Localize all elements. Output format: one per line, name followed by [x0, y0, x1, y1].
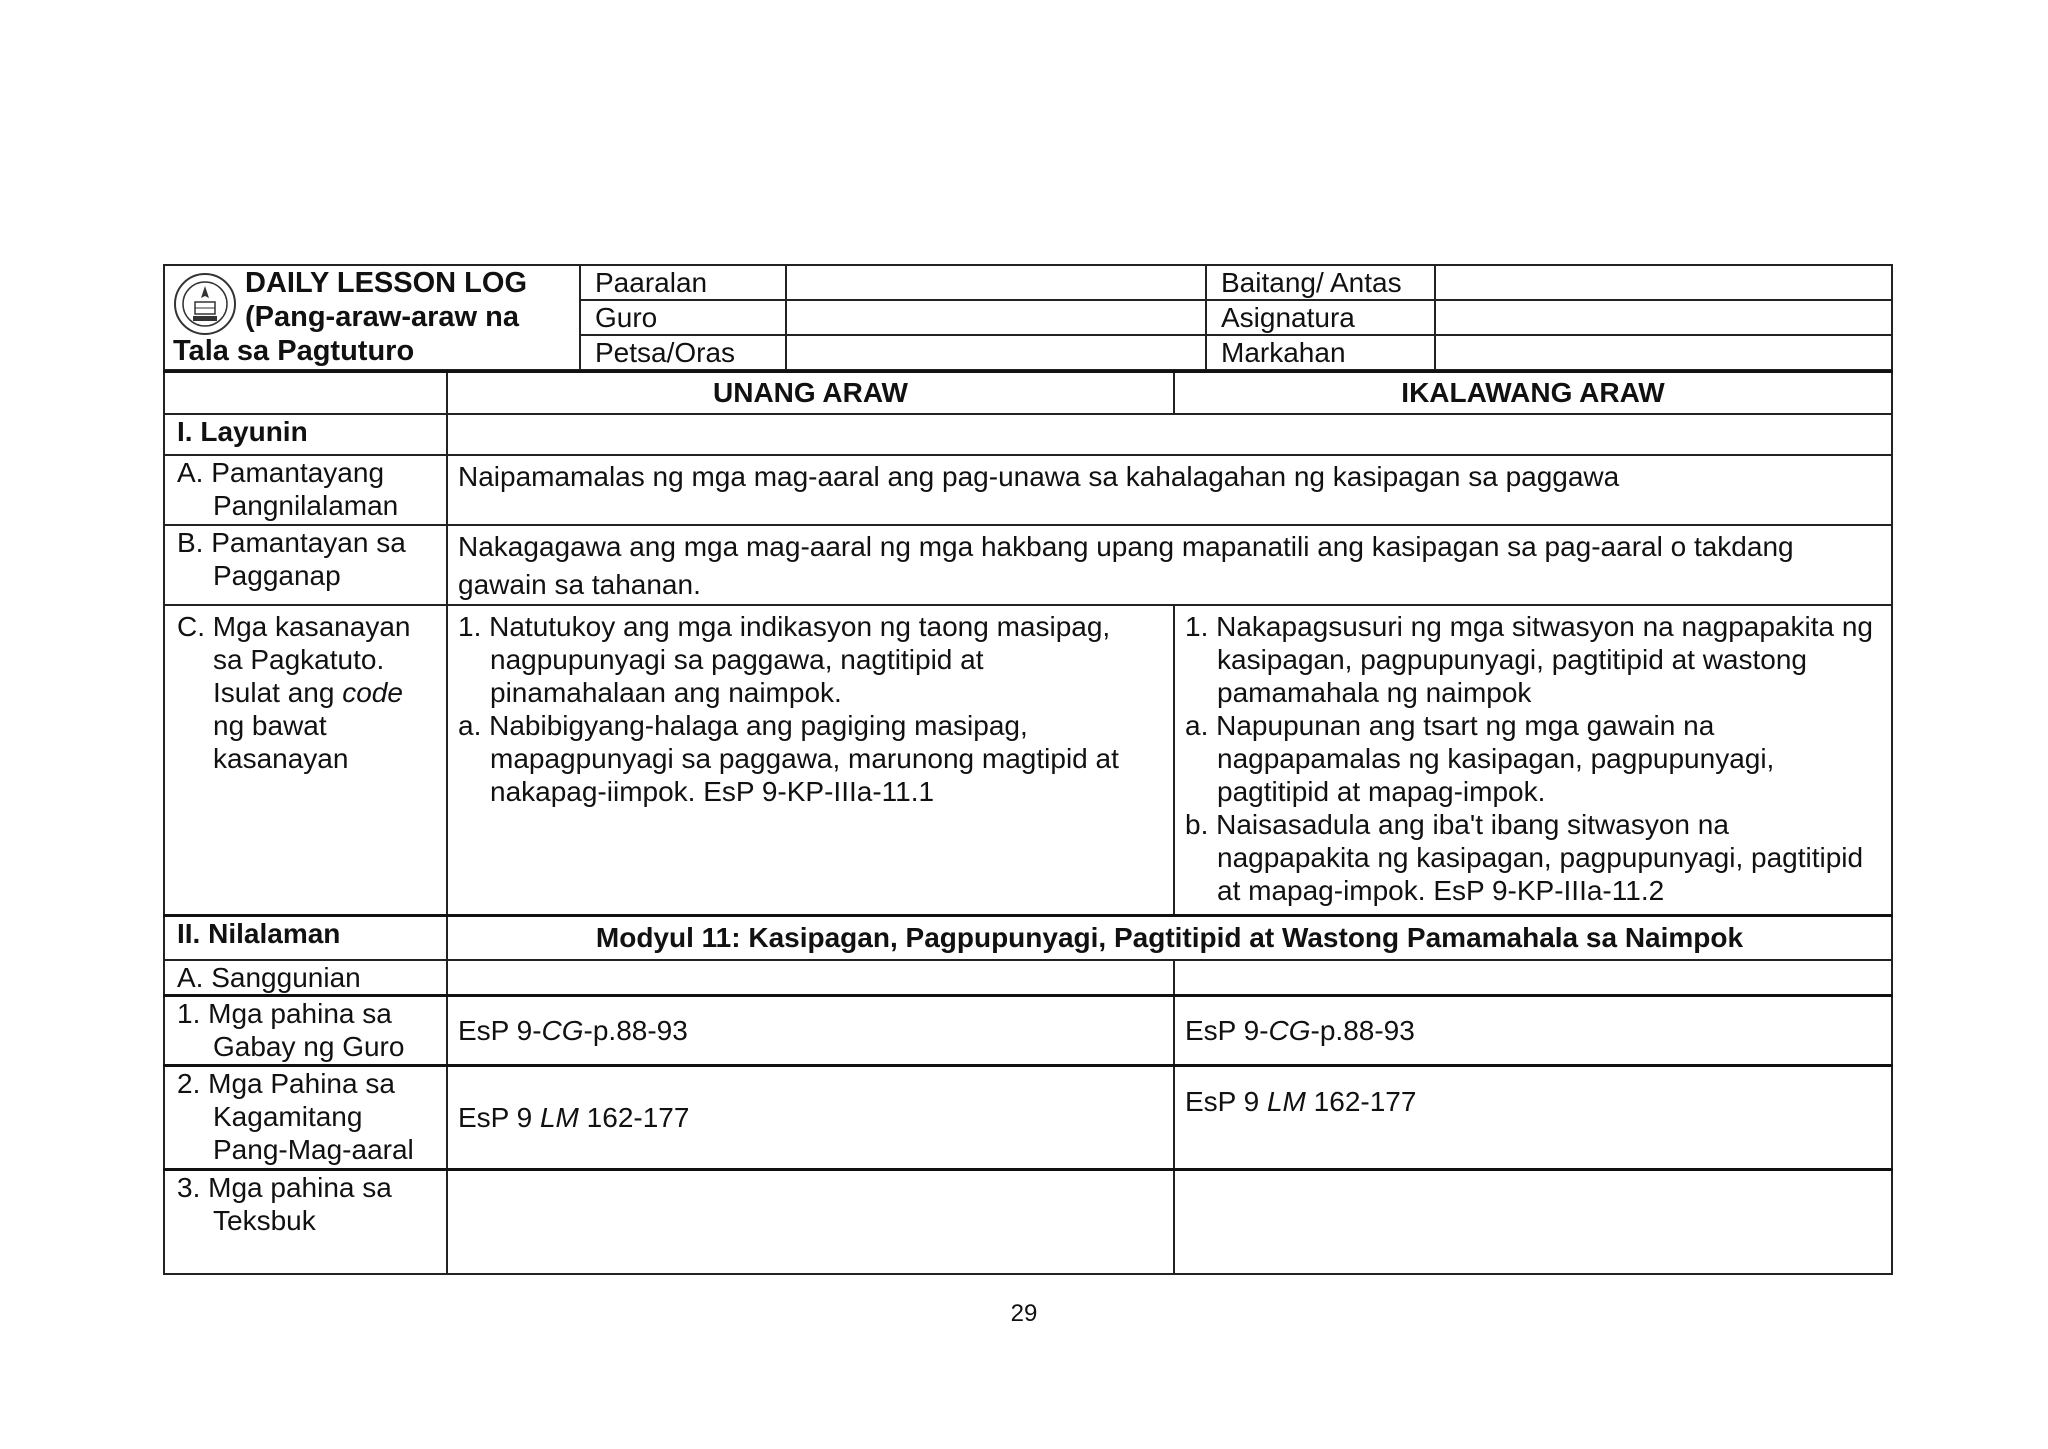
petsa-value[interactable] [786, 335, 1206, 370]
r2-day2-pre: EsP 9 [1185, 1086, 1267, 1117]
kasanayan-day2 [1174, 605, 1892, 915]
guro-label: Guro [580, 300, 786, 335]
b-label-2: Pagganap [213, 560, 341, 591]
petsa-label: Petsa/Oras [580, 335, 786, 370]
paaralan-label: Paaralan [580, 265, 786, 300]
r2-day2-em: LM [1266, 1086, 1306, 1117]
title-block [164, 265, 580, 370]
title-line-1: DAILY LESSON LOG [245, 267, 527, 299]
r1-label-2: Gabay ng Guro [213, 1031, 405, 1062]
modyul-title: Modyul 11: Kasipagan, Pagpupunyagi, Pagtitipid at Wastong Pamamahala sa Naimpok [447, 915, 1892, 960]
b-text-2: gawain sa tahanan. [458, 569, 701, 600]
pagganap-label [164, 525, 447, 605]
title-line-3: Tala sa Pagtuturo [173, 335, 415, 367]
guro-value[interactable] [786, 300, 1206, 335]
teksbuk-label [164, 1170, 447, 1274]
b-label-1: B. Pamantayan sa [177, 527, 406, 558]
nilalaman-heading: II. Nilalaman [164, 915, 447, 960]
sanggunian-day2 [1174, 960, 1892, 996]
c-day1-item-1: 1. Natutukoy ang mga indikasyon ng taong masipag, nagpupunyagi sa paggawa, nagtitipid at pinamahalaan ang naimpok. [458, 611, 1111, 708]
c-label-1: C. Mga kasanayan [177, 611, 411, 642]
day2-heading: IKALAWANG ARAW [1174, 372, 1892, 415]
r2-day2-post: 162-177 [1305, 1086, 1417, 1117]
c-label-3b: code [342, 677, 403, 708]
kagamitan-day2 [1174, 1066, 1892, 1170]
sanggunian-day1 [447, 960, 1174, 996]
header-table [163, 264, 1893, 371]
r1-day2-em: CG [1268, 1015, 1311, 1046]
page-number: 29 [1010, 1300, 1038, 1327]
teksbuk-day2 [1174, 1170, 1892, 1274]
r3-label-1: 3. Mga pahina sa [177, 1172, 392, 1203]
r2-day1-post: 162-177 [578, 1102, 690, 1133]
markahan-label: Markahan [1206, 335, 1435, 370]
c-label-3 [177, 676, 436, 709]
asignatura-value[interactable] [1435, 300, 1892, 335]
r1-day2-post: -p.88-93 [1310, 1015, 1415, 1046]
teksbuk-day1 [447, 1170, 1174, 1274]
sanggunian-heading: A. Sanggunian [164, 960, 447, 996]
r2-day1-em: LM [539, 1102, 579, 1133]
r3-label-2: Teksbuk [213, 1205, 316, 1236]
baitang-value[interactable] [1435, 265, 1892, 300]
r1-day1-post: -p.88-93 [583, 1015, 688, 1046]
gabay-day1 [447, 996, 1174, 1066]
day1-heading: UNANG ARAW [447, 372, 1174, 415]
pamantayang-text: Naipamamalas ng mga mag-aaral ang pag-unawa sa kahalagahan ng kasipagan sa paggawa [447, 455, 1892, 525]
corner-cell [164, 372, 447, 415]
r2-day1-pre: EsP 9 [458, 1102, 540, 1133]
a-label-2: Pangnilalaman [213, 490, 399, 521]
kasanayan-day1 [447, 605, 1174, 915]
title-line-2: (Pang-araw-araw na [245, 301, 519, 333]
r1-day2-pre: EsP 9- [1185, 1015, 1269, 1046]
c-day2-item-b: b. Naisasadula ang iba't ibang sitwasyon na nagpapakita ng kasipagan, pagpupunyagi, pagtitipid at mapag-impok. EsP 9-KP-IIIa-11.2 [1185, 809, 1864, 906]
c-label-3a: Isulat ang [213, 677, 343, 708]
kasanayan-label [164, 605, 447, 915]
pamantayang-label [164, 455, 447, 525]
c-label-5: kasanayan [213, 743, 349, 774]
r2-label-2: Kagamitang [213, 1101, 363, 1132]
lesson-table [163, 370, 1893, 1275]
c-day2-item-a: a. Napupunan ang tsart ng mga gawain na nagpapamalas ng kasipagan, pagpupunyagi, pagtitipid at mapag-impok. [1185, 710, 1775, 807]
r2-label-1: 2. Mga Pahina sa [177, 1068, 395, 1099]
c-label-2: sa Pagkatuto. [213, 644, 385, 675]
c-day2-item-1: 1. Nakapagsusuri ng mga sitwasyon na nagpapakita ng kasipagan, pagpupunyagi, pagtitipid at wastong pamamahala ng naimpok [1185, 611, 1873, 708]
gabay-day2 [1174, 996, 1892, 1066]
r1-label-1: 1. Mga pahina sa [177, 998, 392, 1029]
paaralan-value[interactable] [786, 265, 1206, 300]
kagamitan-day1 [447, 1066, 1174, 1170]
a-label-1: A. Pamantayang [177, 457, 385, 488]
c-day1-item-a: a. Nabibigyang-halaga ang pagiging masipag, mapagpunyagi sa paggawa, marunong magtipid at nakapag-iimpok. EsP 9-KP-IIIa-11.1 [458, 710, 1119, 807]
pagganap-text [447, 525, 1892, 605]
b-text-1: Nakagagawa ang mga mag-aaral ng mga hakbang upang mapanatili ang kasipagan sa pag-aaral o takdang [458, 531, 1794, 562]
markahan-value[interactable] [1435, 335, 1892, 370]
baitang-label: Baitang/ Antas [1206, 265, 1435, 300]
r1-day1-em: CG [541, 1015, 584, 1046]
deped-seal-icon [173, 272, 237, 336]
asignatura-label: Asignatura [1206, 300, 1435, 335]
r1-day1-pre: EsP 9- [458, 1015, 542, 1046]
layunin-heading: I. Layunin [164, 414, 447, 455]
layunin-empty [447, 414, 1892, 455]
r2-label-3: Pang-Mag-aaral [213, 1134, 414, 1165]
c-label-4: ng bawat [213, 710, 327, 741]
kagamitan-label [164, 1066, 447, 1170]
gabay-label [164, 996, 447, 1066]
